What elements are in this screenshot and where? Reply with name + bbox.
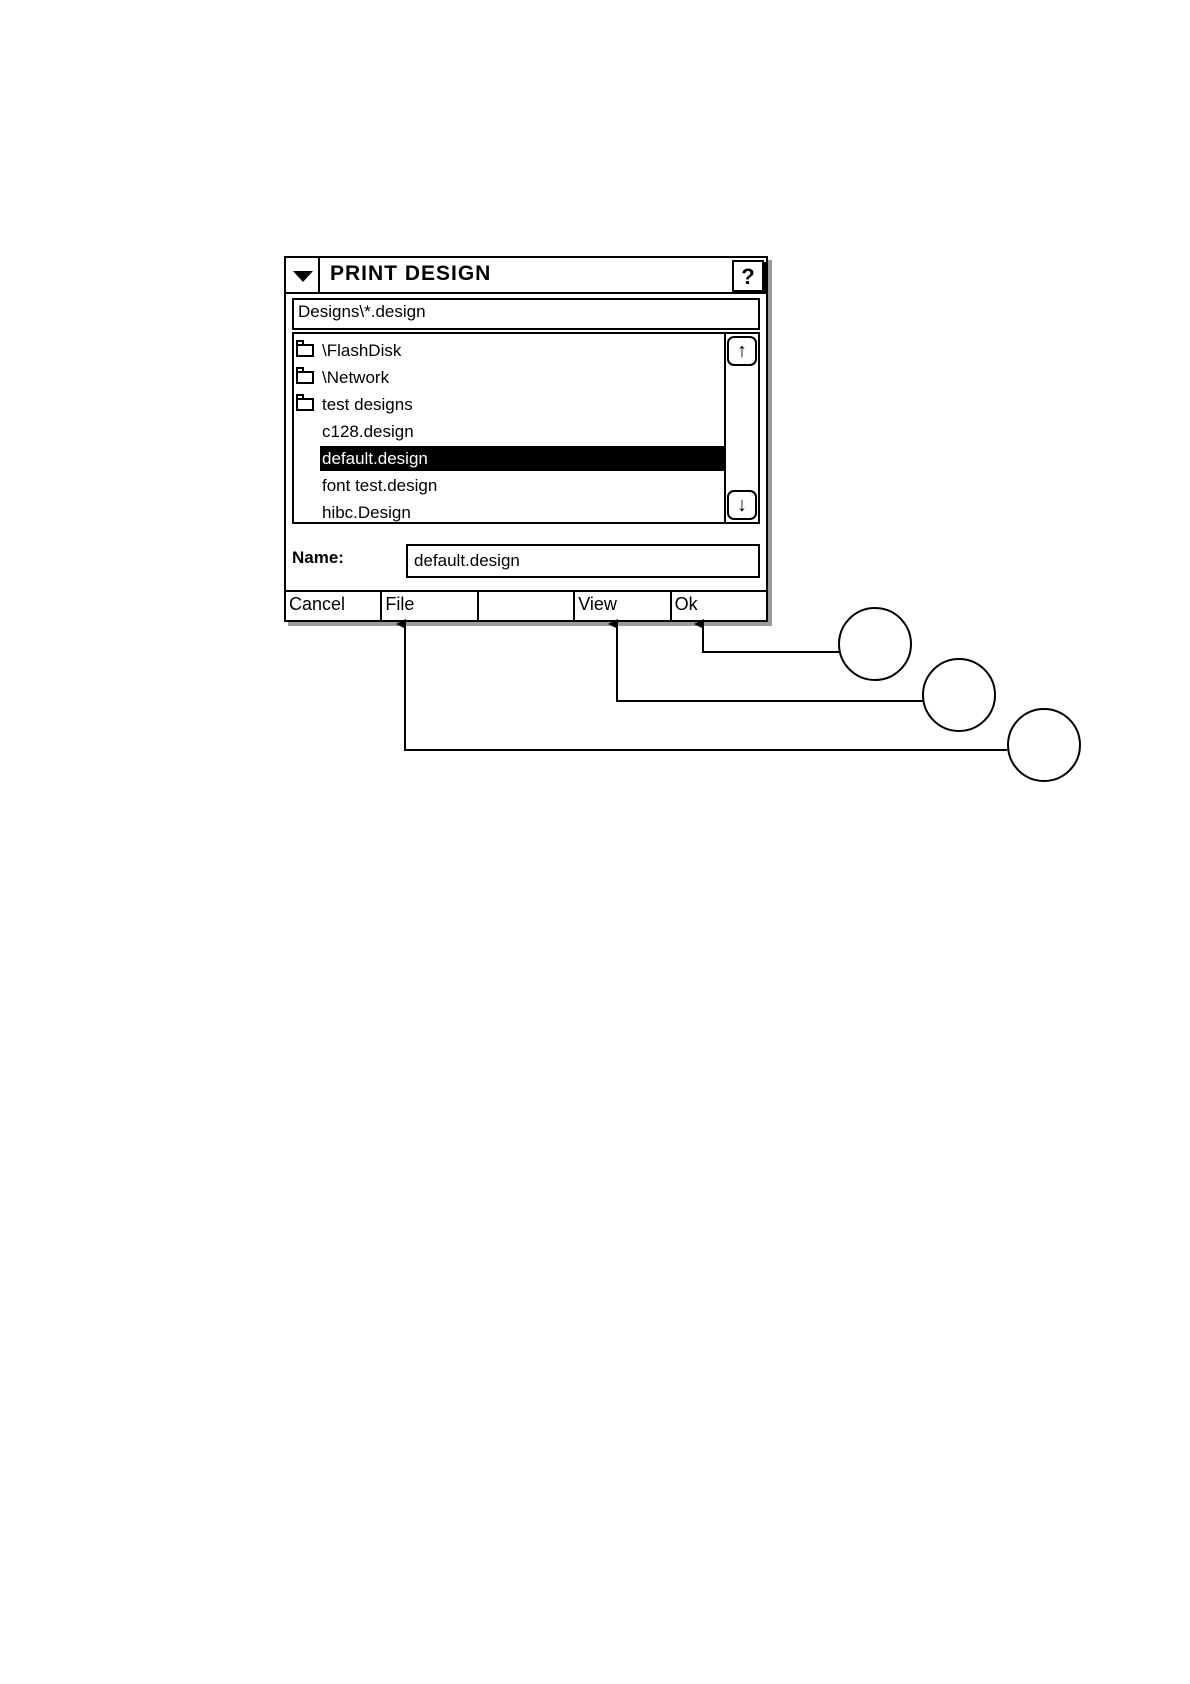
callout-line-ok: [703, 624, 839, 652]
callout-circle-view: [923, 659, 995, 731]
path-field: Designs\*.design: [292, 298, 760, 330]
ok-button[interactable]: Ok: [674, 594, 698, 614]
help-button[interactable]: ?: [732, 260, 764, 292]
callout-circle-ok: [839, 608, 911, 680]
callout-line-file: [405, 624, 1007, 750]
view-button[interactable]: View: [575, 592, 671, 622]
list-item-label: hibc.Design: [322, 503, 411, 522]
callout-circle-file: [1008, 709, 1080, 781]
arrow-down-icon[interactable]: ↓: [727, 490, 757, 520]
list-item-label: \FlashDisk: [322, 341, 402, 360]
file-button[interactable]: File: [382, 592, 478, 622]
list-item-label: \Network: [322, 368, 390, 387]
list-item-label: test designs: [322, 395, 413, 414]
name-label: Name:: [292, 548, 344, 567]
dialog-title: PRINT DESIGN: [330, 262, 492, 285]
cancel-button[interactable]: Cancel: [286, 592, 382, 622]
list-item-label: default.design: [320, 446, 724, 471]
arrow-up-icon[interactable]: ↑: [727, 336, 757, 366]
list-item-label: c128.design: [322, 422, 414, 441]
list-item-label: font test.design: [322, 476, 438, 495]
